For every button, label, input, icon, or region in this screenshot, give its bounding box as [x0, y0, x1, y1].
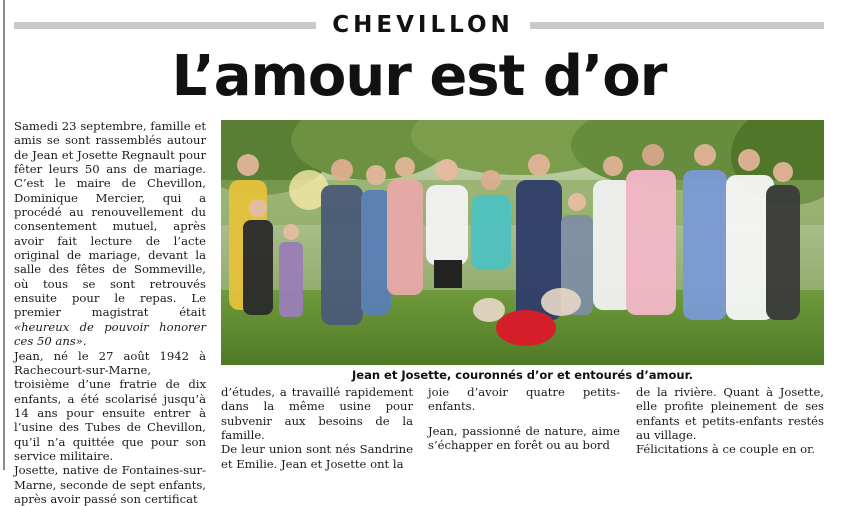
article-column-3: [428, 385, 620, 452]
page-left-rule: [3, 0, 5, 470]
column-3-paragraph-1: joie d’avoir quatre petits-enfants.: [428, 385, 620, 414]
paragraph-gap: [428, 414, 620, 424]
section-rule-right: [530, 22, 824, 29]
photo-caption: Jean et Josette, couronnés d’or et entourés d’amour.: [351, 368, 694, 382]
lead-quote: «heureux de pouvoir honorer ces 50 ans».: [14, 319, 206, 349]
column-2-paragraph-2: De leur union sont nés Sandrine et Emilie. Jean et Josette ont la: [221, 442, 413, 471]
column-4-paragraph-1: de la rivière. Quant à Josette, elle profite pleinement de ses enfants et petits-enfants restés au village.: [636, 385, 824, 443]
lead-paragraph-1: Samedi 23 septembre, famille et amis se sont rassemblés autour de Jean et Josette Regnault pour fêter leurs 50 ans de mariage. C’est le maire de Chevillon, Dominique Mercier, qui a procédé au renouvellement du consentement mutuel, après avoir fait lecture de l’acte original de mariage, devant la salle des fêtes de Sommeville, où tous se sont retrouvés ensuite pour le repas. Le premier magistrat était «heureux de pouvoir honorer ces 50 ans».: [14, 119, 206, 349]
column-4-paragraph-2: Félicitations à ce couple en or.: [636, 442, 816, 457]
section-rule-left: [14, 22, 316, 29]
section-header: [14, 12, 824, 38]
lead-paragraph-2: Jean, né le 27 août 1942 à Rachecourt-sur-Marne, troisième d’une fratrie de dix enfants, a été scolarisé jusqu’à 14 ans pour ensuite entrer à l’usine des Tubes de Chevillon, qu’il n’a quittée que pour son service militaire.: [14, 348, 206, 463]
group-photo: [221, 120, 824, 365]
article-column-1: [14, 119, 206, 506]
lead-paragraph-3: Josette, native de Fontaines-sur-Marne, seconde de sept enfants, après avoir passé son certificat: [14, 463, 206, 506]
section-label: CHEVILLON: [332, 12, 514, 38]
article-column-4: [636, 385, 824, 457]
article-column-2: [221, 385, 413, 471]
column-3-paragraph-2: Jean, passionné de nature, aime s’échapper en forêt ou au bord: [428, 423, 620, 453]
group-photo-illustration: [221, 120, 824, 365]
article-headline: L’amour est d’or: [171, 44, 667, 109]
column-2-paragraph-1: d’études, a travaillé rapidement dans la même usine pour subvenir aux besoins de la famille.: [221, 385, 413, 443]
